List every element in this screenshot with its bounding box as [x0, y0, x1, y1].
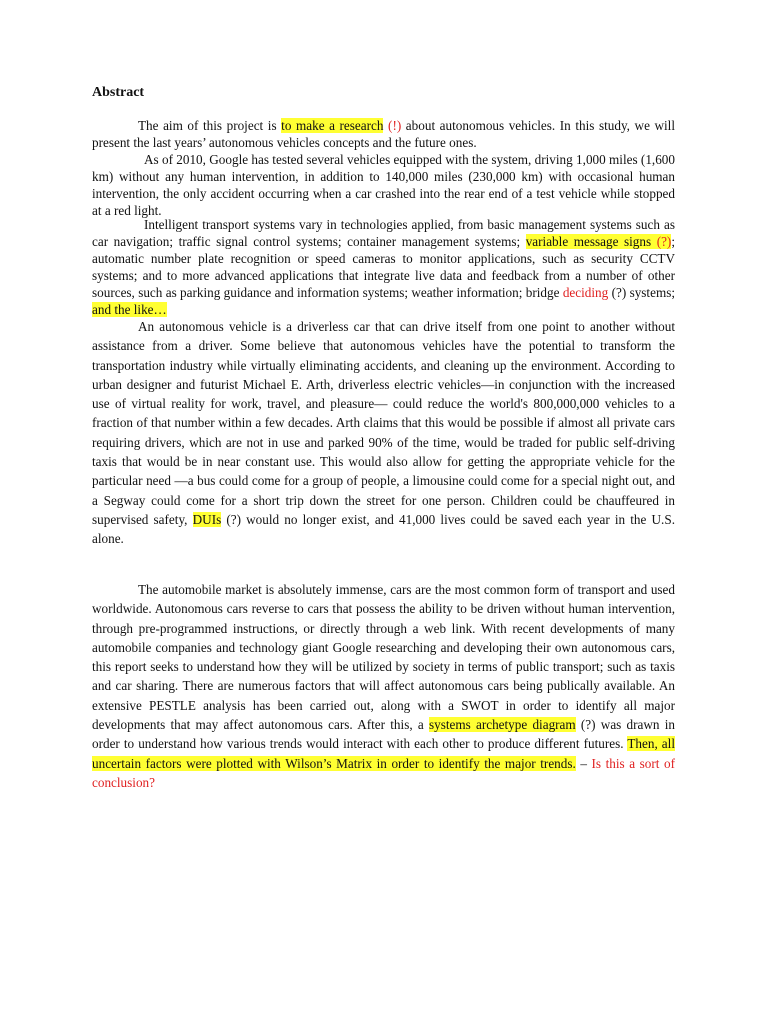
highlighted-text: systems archetype diagram: [428, 717, 576, 733]
highlighted-text: variable message signs: [525, 234, 652, 249]
text-run: Intelligent transport systems vary in technologies applied, from basic management systems such as car navigation; traffic signal control systems; container management systems;: [92, 217, 675, 249]
text-run: (?) was drawn in order to understand how various trends would interact with each other to produce different futures.: [92, 717, 675, 752]
paragraph-project-aim: [92, 117, 675, 151]
paragraph-google-testing: [92, 151, 675, 219]
paragraph-autonomous-vehicle: [92, 317, 675, 549]
highlighted-text: DUIs: [192, 511, 222, 527]
text-run: ; automatic number plate recognition or speed cameras to monitor applications, such as security CCTV systems; and to more advanced applications that integrate live data and feedback from a number of other sources, such as parking guidance and information systems; weather information; bridge: [92, 234, 675, 300]
reviewer-comment: Is this a sort of conclusion?: [92, 755, 676, 790]
text-run: –: [575, 755, 592, 771]
reviewer-comment: (!): [388, 118, 402, 133]
reviewer-comment: (?): [656, 234, 672, 249]
abstract-heading: Abstract: [92, 85, 145, 100]
text-run: The aim of this project is: [138, 118, 282, 133]
text-run: An autonomous vehicle is a driverless car that can drive itself from one point to another without assistance from a driver. Some believe that autonomous vehicles have the potential to transform the transportation industry while virtually eliminating accidents, and cleaning up the environment. According to urban designer and futurist Michael E. Arth, driverless electric vehicles—in conjunction with the increased use of virtual reality for work, travel, and pleasure— could reduce the world's 800,000,000 vehicles to a fraction of that number within a few decades. Arth claims that this would be possible if almost all private cars requiring drivers, which are not in use and parked 90% of the time, would be traded for public self-driving taxis that would be in near constant use. This would also allow for getting the appropriate vehicle for the particular need —a bus could come for a group of people, a limousine could come for a special night out, and a Segway could come for a short trip down the street for one person. Children could be chauffeured in supervised safety,: [92, 319, 675, 527]
highlighted-text: Then, all uncertain factors were plotted with Wilson’s Matrix in order to identify the major trends.: [92, 736, 675, 771]
text-run: (?) would no longer exist, and 41,000 lives could be saved each year in the U.S. alone.: [92, 511, 675, 547]
paragraph-automobile-market: [92, 580, 675, 792]
highlighted-text: to make a research: [281, 118, 384, 133]
text-run: The automobile market is absolutely immense, cars are the most common form of transport and used worldwide. Autonomous cars reverse to cars that possess the ability to be driven without human intervention, through pre-programmed instructions, or directly through a web link. With recent developments of many automobile companies and technology giant Google researching and developing their own autonomous cars, this report seeks to understand how they will be utilized by society in terms of public transport; such as taxis and car sharing. There are numerous factors that will affect autonomous cars being publically available. An extensive PESTLE analysis has been carried out, along with a SWOT in order to identify all major developments that may affect autonomous cars. After this, a: [92, 582, 675, 733]
reviewer-comment: deciding: [562, 285, 609, 300]
highlighted-text: [651, 234, 657, 249]
text-run: (?) systems;: [608, 285, 675, 300]
paragraph-intelligent-transport: [92, 216, 675, 318]
highlighted-text: and the like…: [92, 302, 167, 317]
text-run: about autonomous vehicles. In this study, we will present the last years’ autonomous vehicles concepts and the future ones.: [92, 118, 676, 150]
text-run: As of 2010, Google has tested several vehicles equipped with the system, driving 1,000 miles (1,600 km) without any human intervention, in addition to 140,000 miles (230,000 km) with occasional human intervention, the only accident occurring when a car crashed into the rear end of a test vehicle while stopped at a red light.: [92, 152, 675, 218]
